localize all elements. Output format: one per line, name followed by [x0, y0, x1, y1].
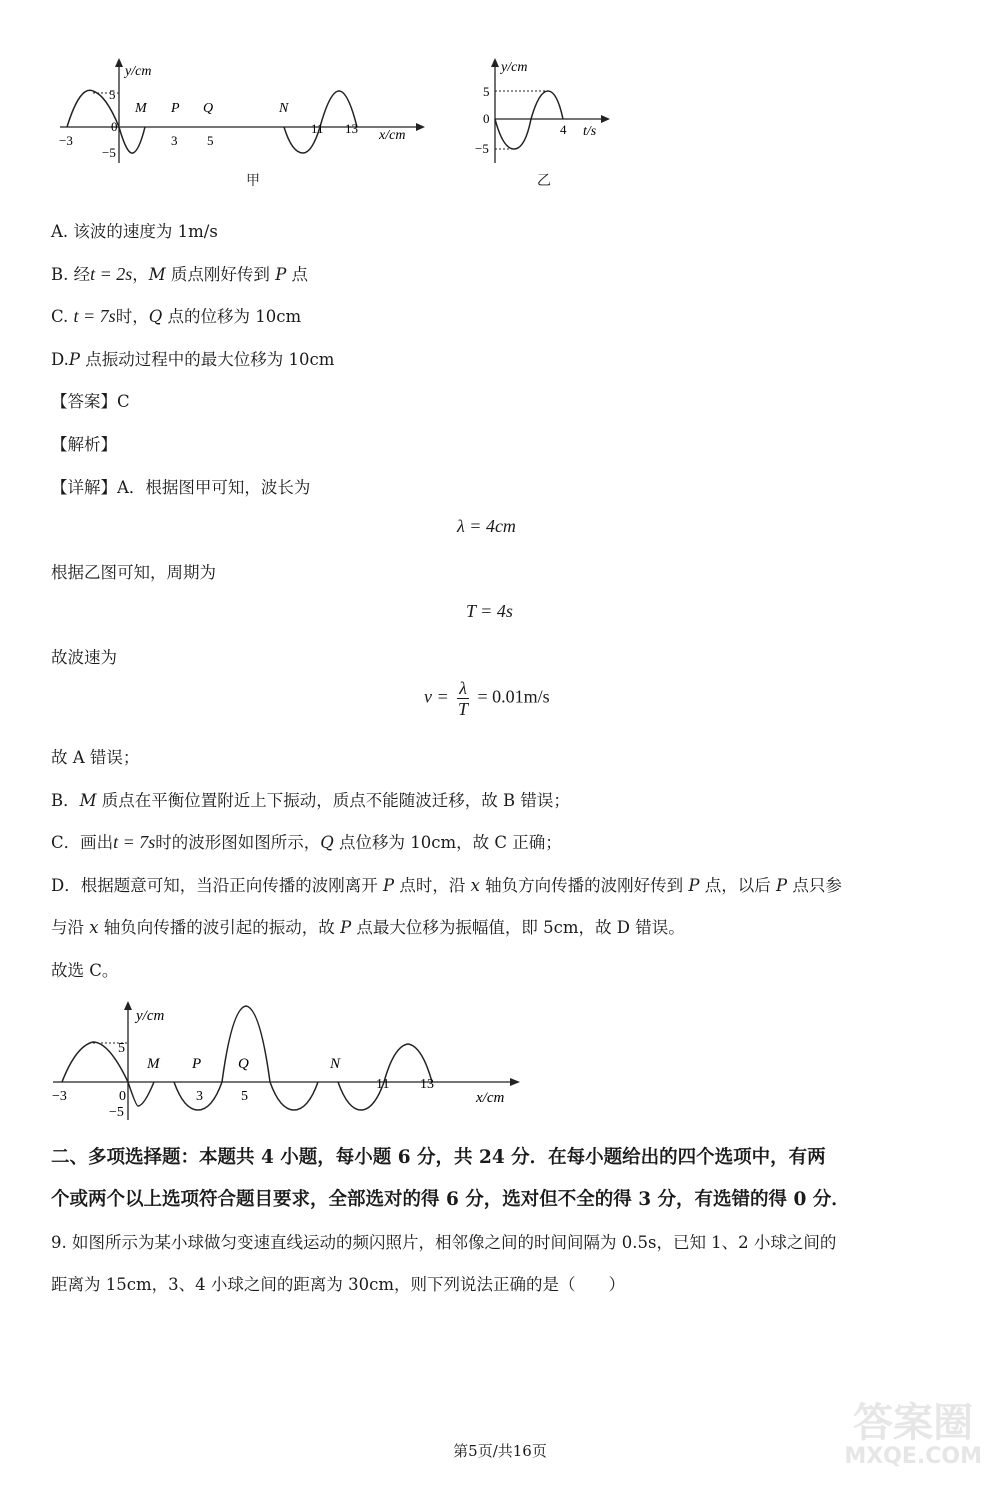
jia-point-m: M [135, 101, 147, 116]
wave7-tick-13: 13 [420, 1077, 434, 1092]
figure-jia-caption: 甲 [246, 173, 260, 189]
wave7-point-p: P [192, 1056, 202, 1072]
wave7-y-label: y/cm [136, 1008, 165, 1024]
wave7-point-q: Q [238, 1056, 249, 1072]
detail-a: 【详解】A．根据图甲可知，波长为 [51, 478, 311, 497]
jia-tick-13: 13 [345, 121, 358, 136]
wave7-y5: 5 [118, 1041, 125, 1056]
figure-yi [465, 55, 615, 165]
wave7-tick-11: 11 [376, 1077, 390, 1092]
equation-speed: v = $\frac{\lambda}{T}$ = 0.01m/s [424, 678, 550, 719]
wave7-tick-0: 0 [119, 1089, 126, 1104]
wave7-point-m: M [147, 1056, 160, 1072]
yi-yneg5: −5 [475, 141, 489, 156]
yi-t4: 4 [560, 122, 567, 137]
jia-point-p: P [171, 101, 180, 116]
jia-tick-5: 5 [207, 133, 214, 148]
period-text: 根据乙图可知，周期为 [51, 563, 216, 582]
figure-yi-caption: 乙 [537, 173, 551, 189]
option-b: B. 经t = 2s，M 质点刚好传到 P 点 [51, 264, 309, 284]
jia-yneg5: −5 [102, 145, 116, 160]
a-wrong: 故 A 错误； [51, 748, 140, 767]
wave7-yneg5: −5 [109, 1105, 124, 1120]
explain-b: B．M 质点在平衡位置附近上下振动，质点不能随波迁移，故 B 错误； [51, 791, 570, 810]
question-9-line2: 距离为 15cm，3、4 小球之间的距离为 30cm，则下列说法正确的是（ ） [51, 1275, 625, 1294]
page-footer: 第5页/共16页 [453, 1442, 547, 1460]
jia-point-q: Q [203, 101, 214, 116]
choose-c: 故选 C。 [51, 961, 119, 980]
wave7-tick-3: 3 [196, 1089, 203, 1104]
watermark: 答案圈 MXQE.COM [844, 1400, 982, 1469]
section-heading-line1: 二、多项选择题：本题共 4 小题，每小题 6 分，共 24 分．在每小题给出的四个选项中，有两 [51, 1147, 826, 1168]
equation-lambda: λ = 4cm [457, 516, 516, 536]
jia-tick-11: 11 [311, 121, 324, 136]
wave7-x-label: x/cm [476, 1090, 505, 1106]
wave7-tick-5: 5 [241, 1089, 248, 1104]
option-d: D.P 点振动过程中的最大位移为 10cm [51, 350, 335, 369]
explain-d-line1: D．根据题意可知，当沿正向传播的波刚离开 P 点时，沿 x 轴负方向传播的波刚好传到 P 点，以后 P 点只参 [51, 876, 842, 895]
answer: 【答案】C [51, 392, 130, 411]
wave7-point-n: N [330, 1056, 341, 1072]
jia-y5: 5 [109, 87, 116, 102]
wave7-tick-neg3: −3 [52, 1089, 67, 1104]
jia-point-n: N [279, 101, 289, 116]
yi-y0: 0 [483, 111, 490, 126]
question-9-line1: 9. 如图所示为某小球做匀变速直线运动的频闪照片，相邻像之间的时间间隔为 0.5s，已知 1、2 小球之间的 [51, 1233, 837, 1252]
explain-c: C．画出t = 7s时的波形图如图所示，Q 点位移为 10cm，故 C 正确； [51, 832, 562, 852]
option-c: C. t = 7s时，Q 点的位移为 10cm [51, 306, 302, 326]
yi-t-label: t/s [583, 124, 597, 139]
speed-text: 故波速为 [51, 648, 117, 667]
option-a: A. 该波的速度为 1m/s [51, 222, 218, 241]
jia-tick-3: 3 [171, 133, 178, 148]
equation-period: T = 4s [466, 601, 513, 621]
yi-y-label: y/cm [501, 60, 528, 75]
jia-tick-neg3: −3 [59, 133, 73, 148]
figure-jia [55, 55, 435, 165]
yi-y5: 5 [483, 84, 490, 99]
section-heading-line2: 个或两个以上选项符合题目要求，全部选对的得 6 分，选对但不全的得 3 分，有选错的得 0 分． [51, 1189, 850, 1210]
jia-y-label: y/cm [125, 64, 152, 79]
analysis-label: 【解析】 [51, 435, 117, 454]
jia-tick-0: 0 [111, 119, 118, 134]
jia-x-label: x/cm [379, 128, 406, 143]
explain-d-line2: 与沿 x 轴负向传播的波引起的振动，故 P 点最大位移为振幅值，即 5cm，故 D 错误。 [51, 918, 685, 937]
figure-wave-t7 [48, 998, 528, 1123]
